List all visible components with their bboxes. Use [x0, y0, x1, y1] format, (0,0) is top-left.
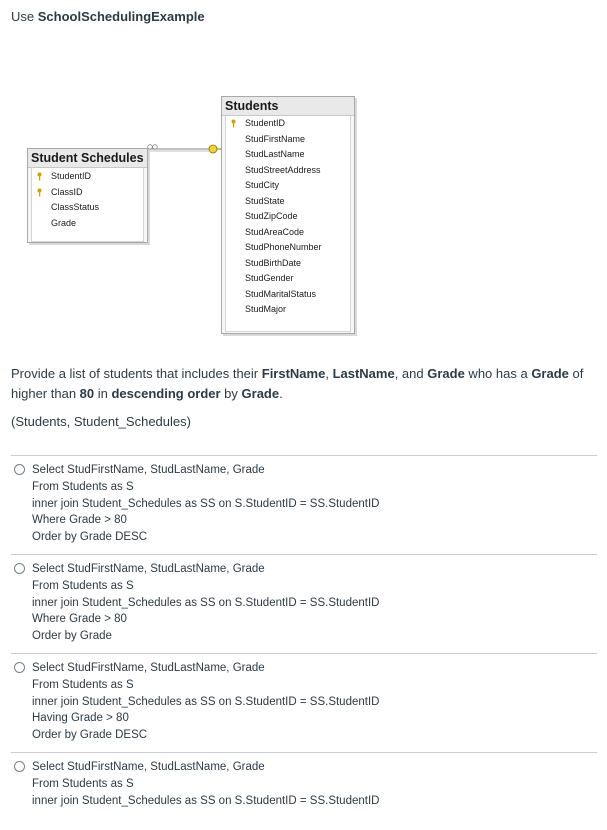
question-emphasis: FirstName: [261, 366, 326, 381]
question-emphasis: Grade: [241, 386, 280, 401]
student-schedules-table[interactable]: [27, 148, 148, 243]
column-studgender: [226, 271, 350, 287]
database-name: SchoolSchedulingExample: [37, 9, 205, 24]
column-grade: [32, 216, 143, 232]
database-diagram: [0, 0, 607, 345]
answer-code: [32, 759, 597, 809]
answer-options: [11, 455, 597, 817]
question-part: who has a: [464, 366, 532, 381]
column-studentid: [226, 116, 350, 132]
code-line: From Students as S: [32, 678, 134, 691]
question-emphasis: LastName: [332, 366, 395, 381]
column-studcity: [226, 178, 350, 194]
key-icon: [36, 172, 43, 181]
column-classid: [32, 185, 143, 201]
column-label: StudFirstName: [245, 133, 306, 144]
question-part: in: [94, 386, 112, 401]
question-emphasis: descending order: [111, 386, 221, 401]
column-studareacode: [226, 225, 350, 241]
code-line: Order by Grade: [32, 630, 112, 643]
column-label: StudState: [245, 195, 285, 206]
students-table[interactable]: [221, 96, 355, 334]
column-studlastname: [226, 147, 350, 163]
column-studentid: [32, 169, 143, 185]
radio-button[interactable]: [14, 464, 25, 475]
students-title: Students: [222, 97, 354, 116]
question-emphasis: Grade: [531, 366, 569, 381]
column-studbirthdate: [226, 256, 350, 272]
column-label: ClassID: [51, 186, 83, 197]
column-classstatus: [32, 200, 143, 216]
answer-option-1[interactable]: [11, 455, 597, 554]
question-part: , and: [394, 366, 428, 381]
column-label: StudGender: [245, 273, 294, 283]
question-text: [11, 364, 591, 404]
tables-hint: (Students, Student_Schedules): [11, 414, 191, 429]
column-label: Grade: [51, 217, 77, 228]
code-line: Order by Grade DESC: [32, 729, 148, 742]
question-part: .: [279, 386, 283, 401]
question-part: ,: [325, 366, 333, 381]
question-part: Provide a list of students that includes their: [11, 366, 262, 381]
students-columns: [225, 116, 351, 332]
column-label: StudMajor: [245, 304, 287, 314]
column-label: StudBirthDate: [245, 257, 302, 268]
column-label: StudCity: [245, 180, 280, 190]
column-label: StudAreaCode: [245, 226, 305, 237]
code-line: Select StudFirstName, StudLastName, Grade: [32, 464, 265, 476]
answer-option-3[interactable]: [11, 653, 597, 752]
column-studstreetaddress: [226, 163, 350, 179]
radio-button[interactable]: [14, 761, 25, 772]
question-emphasis: Grade: [427, 366, 465, 381]
code-line: Select StudFirstName, StudLastName, Grade: [32, 661, 265, 674]
radio-button[interactable]: [14, 662, 25, 673]
column-studzipcode: [226, 209, 350, 225]
code-line: From Students as S: [32, 777, 134, 790]
code-line: Order by Grade DESC: [32, 531, 148, 544]
column-label: ClassStatus: [51, 202, 100, 212]
key-end-icon: [209, 145, 217, 153]
question-emphasis: 80: [79, 386, 95, 401]
code-line: inner join Student_Schedules as SS on S.StudentID = SS.StudentID: [32, 695, 380, 708]
question-part: by: [220, 386, 242, 401]
column-studfirstname: [226, 132, 350, 148]
answer-option-2[interactable]: [11, 554, 597, 653]
column-studphonenumber: [226, 240, 350, 256]
student-schedules-title: Student Schedules: [28, 149, 147, 168]
column-studmaritalstatus: [226, 287, 350, 303]
radio-button[interactable]: [14, 563, 25, 574]
code-line: Select StudFirstName, StudLastName, Grade: [32, 562, 265, 575]
code-line: Where Grade > 80: [32, 613, 127, 626]
question-part: of higher than: [11, 366, 584, 401]
column-studmajor: [226, 302, 350, 318]
code-line: Select StudFirstName, StudLastName, Grade: [32, 760, 265, 773]
column-label: StudPhoneNumber: [245, 242, 322, 252]
column-label: StudStreetAddress: [245, 164, 321, 175]
code-line: From Students as S: [32, 480, 134, 493]
answer-option-4[interactable]: [11, 752, 597, 817]
code-line: inner join Student_Schedules as SS on S.StudentID = SS.StudentID: [32, 497, 380, 510]
student-schedules-columns: [31, 168, 144, 242]
code-line: inner join Student_Schedules as SS on S.StudentID = SS.StudentID: [32, 596, 380, 609]
column-studstate: [226, 194, 350, 210]
answer-code: [32, 561, 597, 645]
column-label: StudLastName: [245, 149, 305, 159]
column-label: StudZipCode: [245, 211, 298, 221]
key-icon: [36, 188, 43, 197]
column-label: StudentID: [245, 118, 286, 128]
code-line: inner join Student_Schedules as SS on S.StudentID = SS.StudentID: [32, 794, 380, 807]
code-line: From Students as S: [32, 579, 134, 592]
key-icon: [230, 119, 237, 128]
column-label: StudentID: [51, 171, 92, 181]
column-label: StudMaritalStatus: [245, 288, 317, 299]
instruction-prefix: Use: [11, 9, 38, 24]
answer-code: [32, 660, 597, 744]
answer-code: [32, 462, 597, 546]
code-line: Where Grade > 80: [32, 514, 127, 527]
code-line: Having Grade > 80: [32, 712, 129, 725]
